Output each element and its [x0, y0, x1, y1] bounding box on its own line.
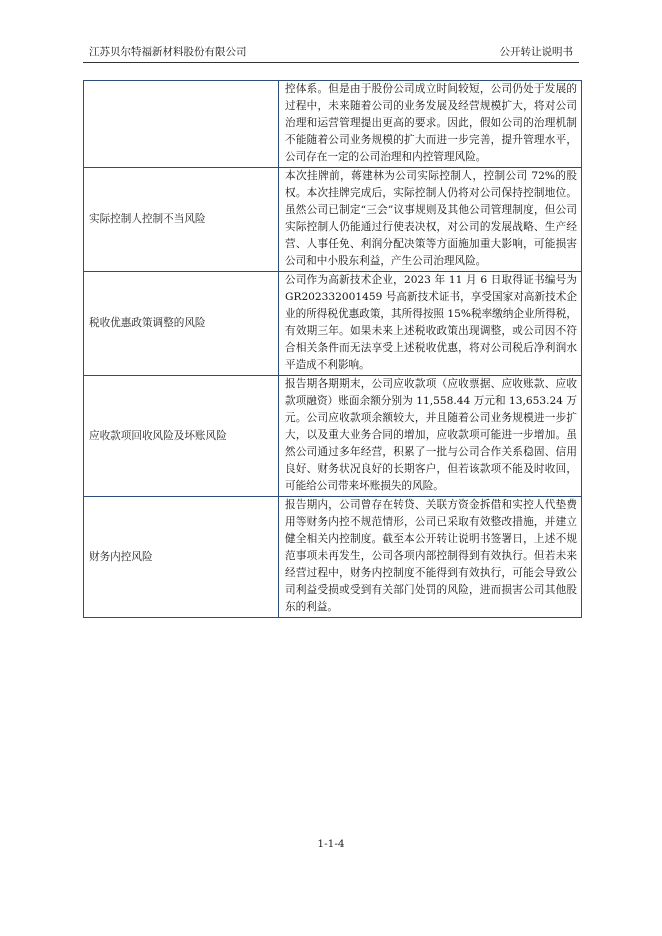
risk-name: 实际控制人控制不当风险 [84, 168, 279, 272]
risk-table [83, 80, 582, 618]
page-header [83, 42, 579, 63]
risk-name: 税收优惠政策调整的风险 [84, 272, 279, 376]
risk-name [84, 81, 279, 168]
table-row [84, 497, 582, 618]
document-title: 公开转让说明书 [499, 46, 573, 58]
table-row [84, 272, 582, 376]
risk-description: 报告期各期期末，公司应收款项（应收票据、应收账款、应收款项融资）账面余额分别为 11,558.44 万元和 13,653.24 万元。公司应收款项余额较大，并且随着公司业务规模进一步扩大，以及重大业务合同的增加，应收款项可能进一步增加。虽然公司通过多年经营，积累了一批与公司合作关系稳固、信用良好、财务状况良好的长期客户，但若该款项不能及时收回，可能给公司带来坏账损失的风险。 [279, 376, 582, 497]
risk-description: 本次挂牌前，蒋建林为公司实际控制人，控制公司 72%的股权。本次挂牌完成后，实际控制人仍将对公司保持控制地位。虽然公司已制定“三会”议事规则及其他公司管理制度，但公司实际控制人仍能通过行使表决权，对公司的发展战略、生产经营、人事任免、利润分配决策等方面施加重大影响，可能损害公司和中小股东利益，产生公司治理风险。 [279, 168, 582, 272]
risk-description: 报告期内，公司曾存在转贷、关联方资金拆借和实控人代垫费用等财务内控不规范情形，公司已采取有效整改措施，并建立健全相关内控制度。截至本公开转让说明书签署日，上述不规范事项未再发生，公司各项内部控制得到有效执行。但若未来经营过程中，财务内控制度不能得到有效执行，可能会导致公司利益受损或受到有关部门处罚的风险，进而损害公司其他股东的利益。 [279, 497, 582, 618]
table-row [84, 81, 582, 168]
table-row [84, 168, 582, 272]
risk-description: 控体系。但是由于股份公司成立时间较短，公司仍处于发展的过程中，未来随着公司的业务发展及经营规模扩大，将对公司治理和运营管理提出更高的要求。因此，假如公司的治理机制不能随着公司业务规模的扩大而进一步完善，提升管理水平，公司存在一定的公司治理和内控管理风险。 [279, 81, 582, 168]
risk-name: 应收款项回收风险及坏账风险 [84, 376, 279, 497]
risk-description: 公司作为高新技术企业，2023 年 11 月 6 日取得证书编号为 GR202332001459 号高新技术证书，享受国家对高新技术企业的所得税优惠政策，其所得按照 15%税率缴纳企业所得税，有效期三年。如果未来上述税收政策出现调整，或公司因不符合相关条件而无法享受上述税收优惠，将对公司税后净利润水平造成不利影响。 [279, 272, 582, 376]
table-row [84, 376, 582, 497]
risk-name: 财务内控风险 [84, 497, 279, 618]
company-name: 江苏贝尔特福新材料股份有限公司 [89, 46, 247, 58]
page-number: 1-1-4 [317, 838, 345, 850]
